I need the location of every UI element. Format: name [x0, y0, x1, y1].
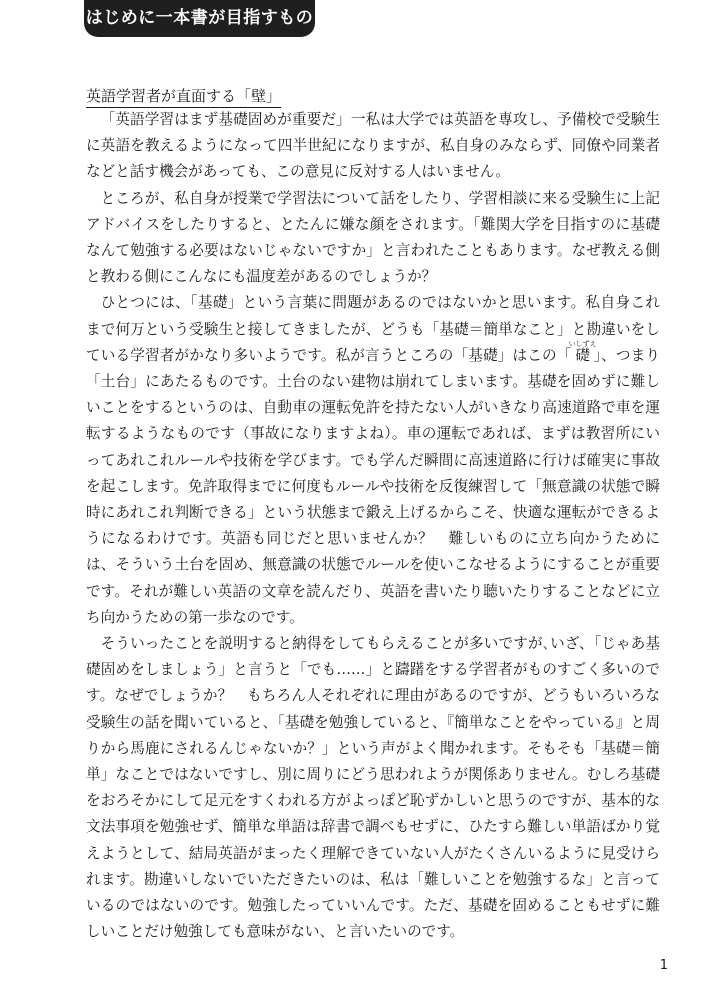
paragraph-3-after: 」、つまり「土台」にあたるものです。土台のない建物は崩れてしまいます。基礎を固めずに難しいことをするというのは、自動車の運転免許を持たない人がいきなり高速道路で車を運転するようなものです（事故になりますよね）。車の運転であれば、まずは教習所にいってあれこれルールや技術を学びます。でも学んだ瞬間に高速道路に行けば確実に事故を起こします。免許取得までに何度もルールや技術を反復練習して「無意識の状態で瞬時にあれこれ判断できる」という状態まで鍛え上げるからこそ、快適な運転ができるようになるわけです。英語も同じだと思いませんか？ 難しいものに立ち向かうためには、そういう土台を固め、無意識の状態でルールを使いこなせるようにすることが重要です。それが難しい英語の文章を読んだり、英語を書いたり聴いたりすることなどに立ち向かうための第一歩なのです。 — [86, 346, 660, 626]
paragraph-3 — [86, 290, 660, 631]
section-heading: 英語学習者が直面する「壁」 — [86, 86, 281, 108]
ruby-ishizue — [568, 339, 597, 364]
chapter-title-tab — [84, 0, 315, 37]
ruby-reading: いしずえ — [568, 339, 597, 348]
page-number: 1 — [659, 958, 668, 973]
paragraph-3-before: ひとつには、「基礎」という言葉に問題があるのではないかと思います。私自身これまで何万という受験生と接してきましたが、どうも「基礎＝簡単なこと」と勘違いをしている学習者がかなり多いようです。私が言うところの「基礎」はこの「 — [86, 294, 660, 364]
chapter-title: はじめに一本書が目指すもの — [85, 8, 314, 28]
paragraph-2: ところが、私自身が授業で学習法について話をしたり、学習相談に来る受験生に上記アドバイスをしたりすると、とたんに嫌な顔をされます。「難関大学を目指すのに基礎なんて勉強する必要はないじゃないですか」と言われたこともあります。なぜ教える側と教わる側にこんなにも温度差があるのでしょうか？ — [86, 189, 660, 286]
ruby-base: 礎 — [568, 346, 597, 364]
paragraph-4: そういったことを説明すると納得をしてもらえることが多いですが､いざ、「じゃあ基礎固めをしましょう」と言うと「でも……」と躊躇をする学習者がものすごく多いのです。なぜでしょうか？ もちろん人それぞれに理由があるのですが、どうもいろいろな受験生の話を聞いていると、「基礎を勉強していると、『簡単なことをやっている』と周りから馬鹿にされるんじゃないか？」という声がよく聞かれます。そもそも「基礎＝簡単」なことではないですし、別に周りにどう思われようが関係ありません。むしろ基礎をおろそかにして足元をすくわれる方がよっぽど恥ずかしいと思うのですが、基本的な文法事項を勉強せず、簡単な単語は辞書で調べもせずに、ひたすら難しい単語ばかり覚えようとして、結局英語がまったく理解できていない人がたくさんいるように見受けられます。勘違いしないでいただきたいのは、私は「難しいことを勉強するな」と言っているのではないのです。勉強したっていいんです。ただ、基礎を固めることもせずに難しいことだけ勉強しても意味がない、と言いたいのです。 — [86, 635, 660, 941]
paragraph-1: 「英語学習はまず基礎固めが重要だ」一私は大学では英語を専攻し、予備校で受験生に英語を教えるようになって四半世紀になりますが、私自身のみならず、同僚や同業者などと話す機会があっても、この意見に反対する人はいません。 — [86, 111, 660, 181]
body-text — [86, 107, 660, 946]
